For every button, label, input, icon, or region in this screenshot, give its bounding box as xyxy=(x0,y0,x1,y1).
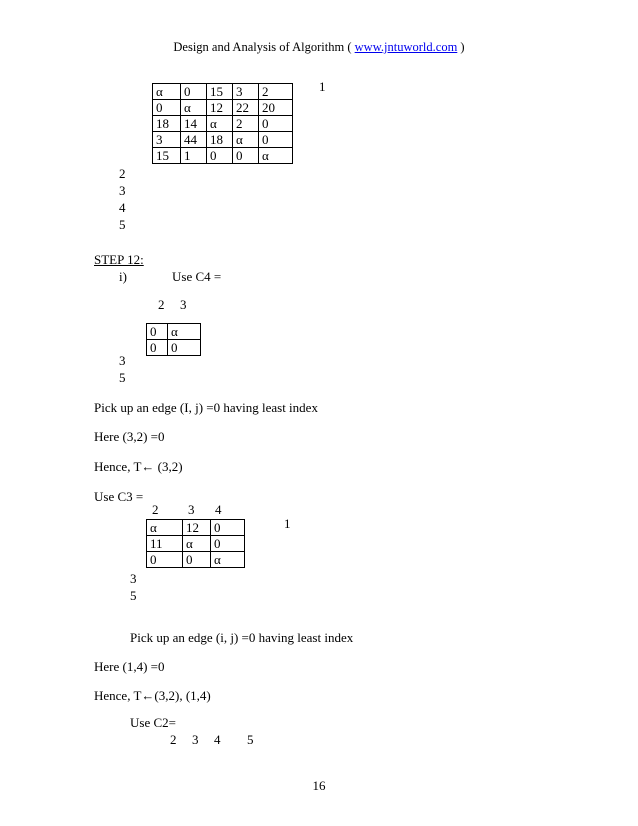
matrix-cell: 12 xyxy=(207,100,233,116)
c3-side-label: 1 xyxy=(284,516,291,531)
matrix-1-side-label: 1 xyxy=(319,79,326,94)
c4-col-label: 3 xyxy=(180,297,187,312)
c2-col-label: 5 xyxy=(247,732,254,747)
row-label: 4 xyxy=(119,200,126,215)
step-item-text: Use C4 = xyxy=(172,269,222,284)
matrix-cell: 3 xyxy=(233,84,259,100)
row-label: 5 xyxy=(130,588,137,603)
matrix-cell: α xyxy=(211,552,245,568)
matrix-cell: 0 xyxy=(147,324,168,340)
matrix-cell: 14 xyxy=(181,116,207,132)
paragraph: Pick up an edge (I, j) =0 having least index xyxy=(94,400,318,415)
matrix-cell: 15 xyxy=(207,84,233,100)
page-header xyxy=(0,41,638,54)
paragraph: Hence, T← (3,2) xyxy=(94,459,183,474)
matrix-cell: α xyxy=(183,536,211,552)
matrix-cell: 3 xyxy=(153,132,181,148)
use-c2-label: Use C2= xyxy=(130,715,176,730)
paragraph: Hence, T←(3,2), (1,4) xyxy=(94,688,211,703)
paragraph: Here (3,2) =0 xyxy=(94,429,165,444)
matrix-cell: 0 xyxy=(259,132,293,148)
matrix-c3 xyxy=(146,519,245,568)
matrix-1 xyxy=(152,83,293,164)
paragraph: Here (1,4) =0 xyxy=(94,659,165,674)
matrix-row xyxy=(153,116,293,132)
matrix-cell: 20 xyxy=(259,100,293,116)
matrix-cell: 11 xyxy=(147,536,183,552)
c2-col-label: 4 xyxy=(214,732,221,747)
matrix-row xyxy=(147,520,245,536)
use-c3-label: Use C3 = xyxy=(94,489,144,504)
matrix-cell: 1 xyxy=(181,148,207,164)
c2-col-label: 2 xyxy=(170,732,177,747)
matrix-cell: α xyxy=(168,324,201,340)
matrix-cell: α xyxy=(233,132,259,148)
matrix-row xyxy=(153,84,293,100)
matrix-cell: 18 xyxy=(207,132,233,148)
header-text: Design and Analysis of Algorithm ( xyxy=(173,40,355,54)
matrix-cell: α xyxy=(259,148,293,164)
matrix-cell: 0 xyxy=(233,148,259,164)
c3-row-labels xyxy=(130,570,137,604)
matrix-row xyxy=(153,148,293,164)
c3-col-label: 3 xyxy=(188,502,195,517)
matrix-row xyxy=(153,100,293,116)
matrix-cell: α xyxy=(153,84,181,100)
matrix-row xyxy=(147,536,245,552)
row-label: 5 xyxy=(119,370,126,385)
matrix-cell: 18 xyxy=(153,116,181,132)
row-label: 2 xyxy=(119,166,126,181)
header-text-end: ) xyxy=(457,40,465,54)
matrix-cell: 0 xyxy=(168,340,201,356)
matrix-1-row-labels xyxy=(119,165,126,233)
matrix-cell: 0 xyxy=(183,552,211,568)
c4-row-labels xyxy=(119,352,126,386)
row-label: 3 xyxy=(119,353,126,368)
step-item-number: i) xyxy=(119,269,127,284)
header-link[interactable]: www.jntuworld.com xyxy=(354,40,458,54)
c3-col-label: 4 xyxy=(215,502,222,517)
matrix-cell: α xyxy=(147,520,183,536)
matrix-cell: α xyxy=(207,116,233,132)
matrix-cell: 0 xyxy=(153,100,181,116)
matrix-cell: 2 xyxy=(259,84,293,100)
matrix-c4 xyxy=(146,323,201,356)
matrix-cell: 0 xyxy=(181,84,207,100)
matrix-cell: 0 xyxy=(259,116,293,132)
matrix-cell: 0 xyxy=(207,148,233,164)
c3-col-label: 2 xyxy=(152,502,159,517)
matrix-row xyxy=(147,324,201,340)
matrix-cell: 0 xyxy=(211,520,245,536)
matrix-cell: 0 xyxy=(147,340,168,356)
matrix-row xyxy=(153,132,293,148)
step-heading: STEP 12: xyxy=(94,252,144,267)
matrix-cell: 15 xyxy=(153,148,181,164)
row-label: 3 xyxy=(130,571,137,586)
row-label: 3 xyxy=(119,183,126,198)
matrix-cell: 44 xyxy=(181,132,207,148)
matrix-cell: 12 xyxy=(183,520,211,536)
c2-col-label: 3 xyxy=(192,732,199,747)
matrix-row xyxy=(147,340,201,356)
matrix-cell: 0 xyxy=(211,536,245,552)
matrix-cell: 2 xyxy=(233,116,259,132)
matrix-cell: 0 xyxy=(147,552,183,568)
matrix-cell: α xyxy=(181,100,207,116)
page-number: 16 xyxy=(312,778,326,793)
paragraph: Pick up an edge (i, j) =0 having least index xyxy=(130,630,354,645)
c4-col-label: 2 xyxy=(158,297,165,312)
matrix-cell: 22 xyxy=(233,100,259,116)
matrix-row xyxy=(147,552,245,568)
row-label: 5 xyxy=(119,217,126,232)
